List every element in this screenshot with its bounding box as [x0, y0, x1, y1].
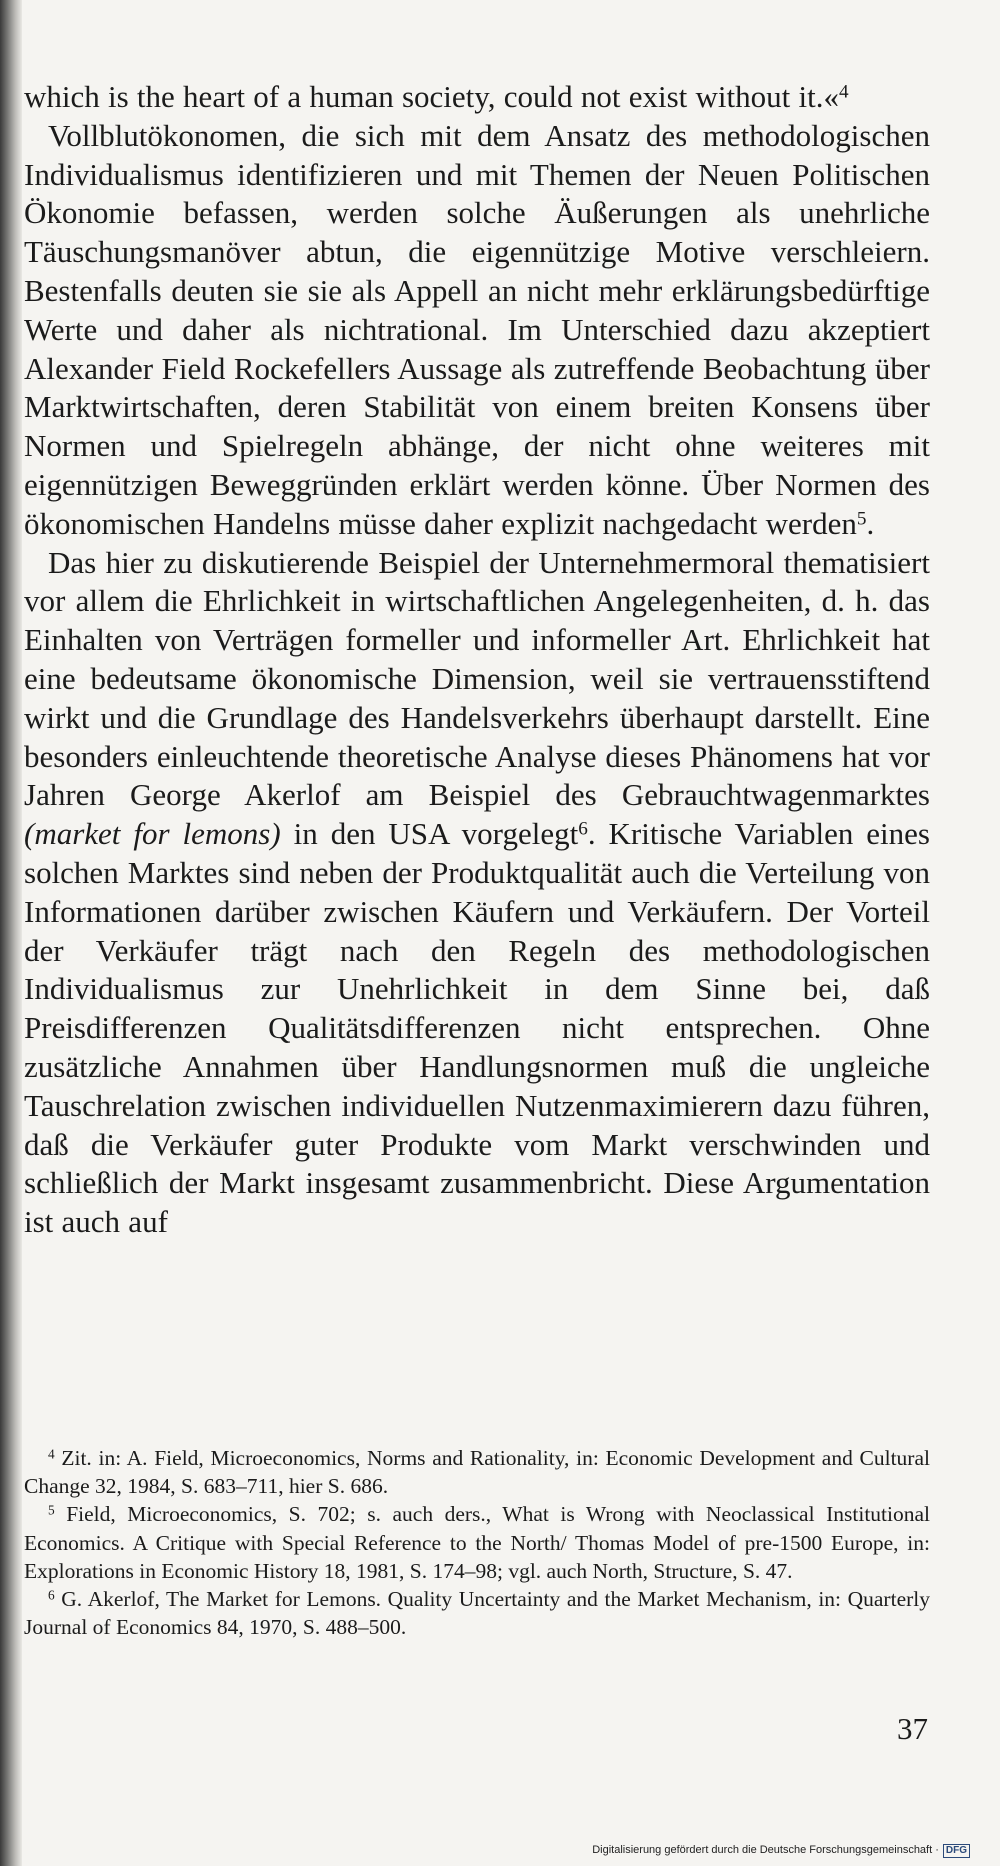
- page-number: 37: [897, 1711, 928, 1746]
- footnote-4: [24, 1444, 930, 1500]
- paragraph-3-text-a: Das hier zu diskutierende Beispiel der Unternehmermoral thematisiert vor allem die Ehrlichkeit in wirtschaftlichen Angelegenheiten, d. h. das Einhalten von Verträgen formeller und informeller Art. Ehrlichkeit hat eine bedeutsame ökonomische Dimension, weil sie vertrauensstiftend wirkt und die Grundlage des Handelsverkehrs überhaupt darstellt. Eine besonders einleuchtende theoretische Analyse dieses Phänomens hat vor Jahren George Akerlof am Beispiel des Gebrauchtwagenmarktes: [24, 544, 930, 813]
- footnote-6: [24, 1585, 930, 1641]
- footnotes: [24, 1444, 930, 1641]
- footnote-ref-5: 5: [856, 508, 867, 530]
- paragraph-3-italic: (market for lemons): [24, 816, 281, 852]
- digitization-credit: [592, 1844, 970, 1858]
- book-spine-shadow: [0, 0, 22, 1866]
- footnote-number: 4: [48, 1446, 55, 1462]
- paragraph-3: [24, 544, 930, 1242]
- paragraph-1: [24, 78, 930, 117]
- footnote-text: Zit. in: A. Field, Microeconomics, Norms and Rationality, in: Economic Development and Cultural Change 32, 1984, S. 683–711, hier S. 686.: [24, 1446, 930, 1499]
- paragraph-3-text-b: in den USA vorgelegt: [280, 816, 579, 852]
- paragraph-3-text-c: . Kritische Variablen eines solchen Marktes sind neben der Produktqualität auch die Verteilung von Informationen darüber zwischen Käufern und Verkäufern. Der Vorteil der Verkäufer trägt nach den Regeln des methodologischen Individualismus zur Unehrlichkeit in dem Sinne bei, daß Preisdifferenzen Qualitätsdifferenzen nicht entsprechen. Ohne zusätzliche Annahmen über Handlungsnormen muß die ungleiche Tauschrelation zwischen individuellen Nutzenmaximierern dazu führen, daß die Verkäufer guter Produkte vom Markt verschwinden und schließlich der Markt insgesamt zusammenbricht. Diese Argumentation ist auch auf: [24, 816, 930, 1240]
- credit-text: Digitalisierung gefördert durch die Deutsche Forschungsgemeinschaft ·: [592, 1844, 939, 1856]
- paragraph-1-text: which is the heart of a human society, could not exist without it.«: [24, 79, 839, 114]
- body-text: [24, 78, 930, 1242]
- dfg-logo-icon: DFG: [943, 1844, 970, 1858]
- paragraph-2-end: .: [866, 505, 875, 541]
- footnote-text: G. Akerlof, The Market for Lemons. Quality Uncertainty and the Market Mechanism, in: Quarterly Journal of Economics 84, 1970, S. 488–500.: [24, 1587, 930, 1640]
- paragraph-2: [24, 117, 930, 544]
- paragraph-2-text: Vollblutökonomen, die sich mit dem Ansatz des methodologischen Individualismus identifizieren und mit Themen der Neuen Politischen Ökonomie befassen, werden solche Äußerungen als unehrliche Täuschungsmanöver abtun, die eigennützige Motive verschleiern. Bestenfalls deuten sie sie als Appell an nicht mehr erklärungsbedürftige Werte und daher als nichtrational. Im Unterschied dazu akzeptiert Alexander Field Rockefellers Aussage als zutreffende Beobachtung über Marktwirtschaften, deren Stabilität von einem breiten Konsens über Normen und Spielregeln abhänge, der nicht ohne weiteres mit eigennützigen Beweggründen erklärt werden könne. Über Normen des ökonomischen Handelns müsse daher explizit nachgedacht werden: [24, 117, 930, 541]
- footnote-5: [24, 1500, 930, 1585]
- footnote-number: 6: [48, 1587, 55, 1603]
- footnote-number: 5: [48, 1502, 55, 1518]
- footnote-ref-6: 6: [578, 818, 588, 840]
- footnote-ref-4: 4: [839, 81, 849, 103]
- footnote-text: Field, Microeconomics, S. 702; s. auch ders., What is Wrong with Neoclassical Institutional Economics. A Critique with Special Reference to the North/ Thomas Model of pre-1500 Europe, in: Explorations in Economic History 18, 1981, S. 174–98; vgl. auch North, Structure, S. 47.: [24, 1502, 930, 1583]
